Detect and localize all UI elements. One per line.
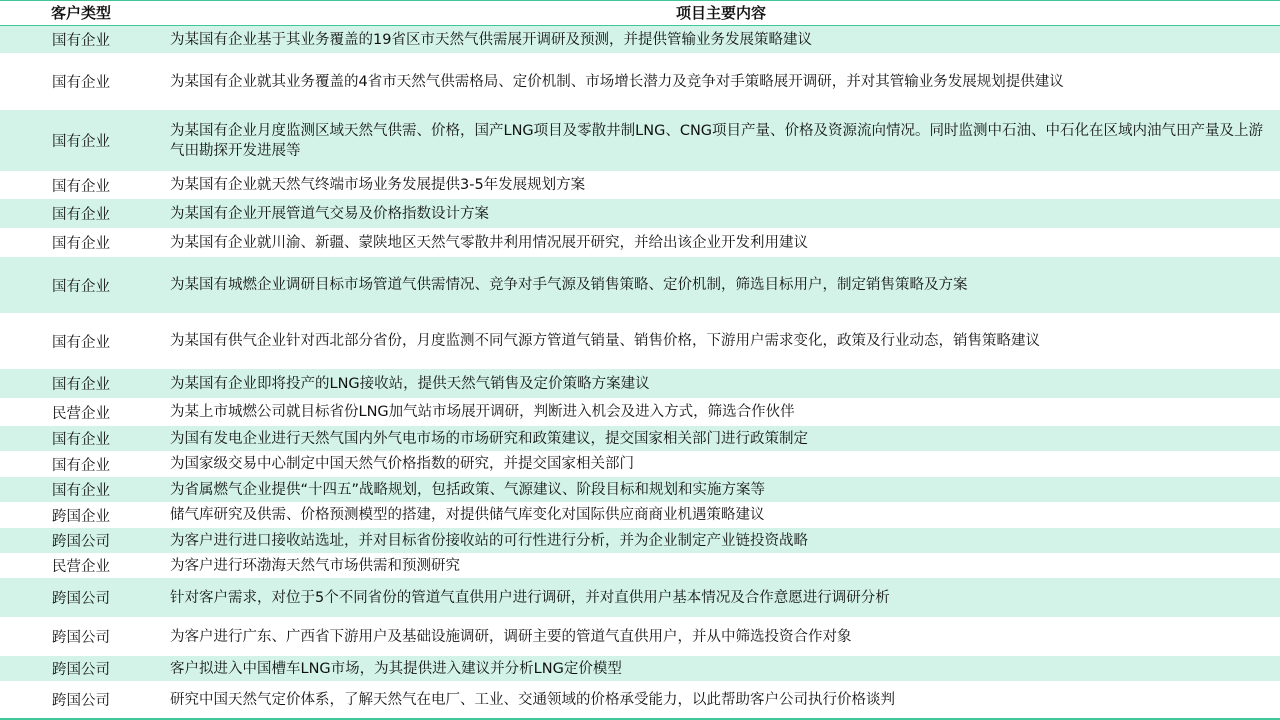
- project-content-cell: 为国家级交易中心制定中国天然气价格指数的研究，并提交国家相关部门: [170, 456, 634, 472]
- table-row: [0, 53, 1280, 110]
- client-type-cell: 国有企业: [52, 432, 110, 448]
- project-content-cell: 为某国有供气企业针对西北部分省份，月度监测不同气源方管道气销量、销售价格，下游用户需求变化，政策及行业动态，销售策略建议: [170, 333, 1040, 349]
- table-row: [0, 426, 1280, 451]
- table-row: [0, 171, 1280, 199]
- client-type-cell: 跨国公司: [52, 630, 110, 646]
- client-type-cell: 跨国公司: [52, 534, 110, 550]
- table-row: [0, 681, 1280, 718]
- table-row: [0, 553, 1280, 578]
- table-row: [0, 451, 1280, 477]
- client-type-cell: 跨国企业: [52, 508, 110, 525]
- project-content-cell: 为省属燃气企业提供“十四五”战略规划，包括政策、气源建议、阶段目标和规划和实施方案等: [170, 481, 766, 498]
- client-type-cell: 国有企业: [52, 377, 110, 393]
- table-row: [0, 528, 1280, 553]
- client-type-cell: 国有企业: [52, 483, 110, 499]
- project-content-cell: 为某国有企业就川渝、新疆、蒙陕地区天然气零散井利用情况展开研究，并给出该企业开发利用建议: [170, 234, 808, 251]
- project-content-cell: 为某国有企业开展管道气交易及价格指数设计方案: [170, 205, 489, 222]
- table-row: [0, 617, 1280, 656]
- client-type-cell: 民营企业: [52, 405, 110, 422]
- project-content-cell: 为某国有企业即将投产的LNG接收站，提供天然气销售及定价策略方案建议: [170, 375, 650, 392]
- client-type-cell: 国有企业: [52, 75, 110, 91]
- project-content-cell: 客户拟进入中国槽车LNG市场，为其提供进入建议并分析LNG定价模型: [170, 660, 622, 677]
- client-type-cell: 国有企业: [52, 178, 110, 195]
- client-type-cell: 国有企业: [52, 134, 110, 150]
- table-row: [0, 502, 1280, 528]
- client-type-cell: 跨国公司: [52, 662, 110, 678]
- client-type-cell: 国有企业: [52, 236, 110, 252]
- client-type-cell: 国有企业: [52, 457, 110, 474]
- table-row: [0, 398, 1280, 426]
- client-type-cell: 国有企业: [52, 278, 110, 295]
- table-header: [0, 1, 1280, 25]
- client-type-cell: 国有企业: [52, 334, 110, 351]
- table-row: [0, 228, 1280, 257]
- project-content-cell: 研究中国天然气定价体系，了解天然气在电厂、工业、交通领域的价格承受能力，以此帮助客户公司执行价格谈判: [170, 691, 895, 708]
- client-type-cell: 国有企业: [52, 33, 110, 49]
- table-row: [0, 313, 1280, 369]
- project-content-cell: 储气库研究及供需、价格预测模型的搭建，对提供储气库变化对国际供应商商业机遇策略建议: [170, 507, 765, 523]
- client-type-cell: 跨国公司: [52, 591, 110, 607]
- client-type-cell: 民营企业: [52, 559, 110, 575]
- client-type-cell: 国有企业: [52, 207, 110, 223]
- table-row: [0, 578, 1280, 617]
- project-content-cell: 为客户进行环渤海天然气市场供需和预测研究: [170, 557, 460, 574]
- table-row: [0, 656, 1280, 681]
- project-content-cell: 为某国有企业月度监测区域天然气供需、价格，国产LNG项目及零散井制LNG、CNG项目产量、价格及资源流向情况。同时监测中石油、中石化在区域内油气田产量及上游气田勘探开发进展等: [170, 122, 1264, 159]
- project-content-cell: 为客户进行进口接收站选址，并对目标省份接收站的可行性进行分析，并为企业制定产业链投资战略: [170, 532, 808, 549]
- table-row: [0, 199, 1280, 228]
- project-content-cell: 为某国有城燃企业调研目标市场管道气供需情况、竞争对手气源及销售策略、定价机制，筛选目标用户，制定销售策略及方案: [170, 277, 968, 293]
- header-project-content: 项目主要内容: [675, 4, 766, 22]
- table-row: [0, 369, 1280, 398]
- project-content-cell: 为客户进行广东、广西省下游用户及基础设施调研，调研主要的管道气直供用户，并从中筛选投资合作对象: [170, 628, 852, 645]
- header-client-type: 客户类型: [50, 4, 111, 22]
- table-row: [0, 110, 1280, 171]
- project-content-cell: 针对客户需求，对位于5个不同省份的管道气直供用户进行调研，并对直供用户基本情况及合作意愿进行调研分析: [170, 589, 890, 606]
- table-row: [0, 257, 1280, 313]
- table-row: [0, 26, 1280, 53]
- project-content-cell: 为某国有企业就天然气终端市场业务发展提供3-5年发展规划方案: [170, 177, 586, 193]
- table-row: [0, 477, 1280, 502]
- project-content-cell: 为某国有企业就其业务覆盖的4省市天然气供需格局、定价机制、市场增长潜力及竞争对手策略展开调研，并对其管输业务发展规划提供建议: [170, 73, 1064, 90]
- client-type-cell: 跨国公司: [52, 693, 110, 709]
- project-content-cell: 为某上市城燃公司就目标省份LNG加气站市场展开调研，判断进入机会及进入方式，筛选合作伙伴: [170, 404, 795, 420]
- project-content-cell: 为某国有企业基于其业务覆盖的19省区市天然气供需展开调研及预测，并提供管输业务发展策略建议: [170, 31, 812, 48]
- project-content-cell: 为国有发电企业进行天然气国内外气电市场的市场研究和政策建议，提交国家相关部门进行政策制定: [170, 430, 808, 447]
